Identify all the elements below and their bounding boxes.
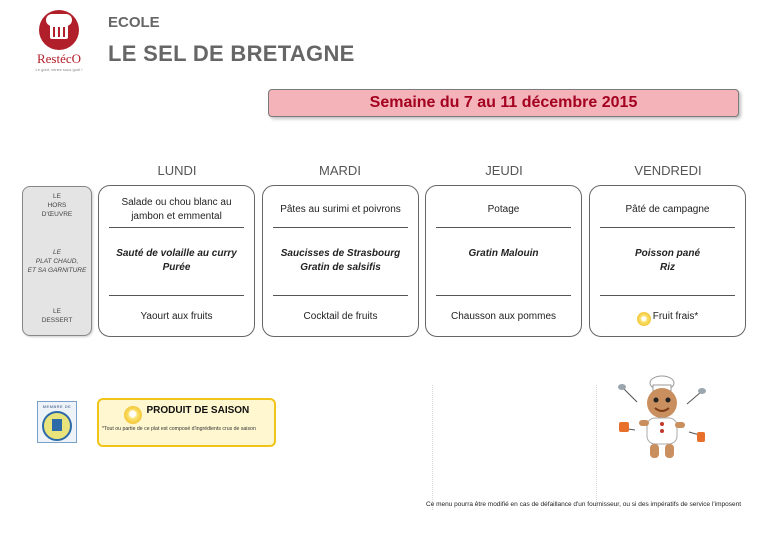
school-label: ECOLE <box>108 14 160 31</box>
page-title: LE SEL DE BRETAGNE <box>108 41 355 66</box>
day-column-mardi <box>262 185 419 337</box>
chef-hat-icon <box>39 10 79 50</box>
dessert-dish: Yaourt aux fruits <box>140 311 213 322</box>
category-dessert: LE DESSERT <box>41 308 73 324</box>
category-column <box>22 186 92 336</box>
category-starter: LE HORS D'ŒUVRE <box>41 193 73 218</box>
dessert-dish: Cocktail de fruits <box>303 311 378 322</box>
logo-tagline: Le goût, venez sous goût ! <box>35 67 83 72</box>
week-banner: Semaine du 7 au 11 décembre 2015 <box>268 89 739 117</box>
dessert-dish: ✹ Fruit frais* <box>596 310 739 326</box>
divider <box>600 295 735 296</box>
day-column-vendredi <box>589 185 746 337</box>
day-header-lundi: LUNDI <box>157 163 197 178</box>
chef-mascot-icon <box>617 374 707 466</box>
day-header-jeudi: JEUDI <box>485 163 523 178</box>
divider <box>109 227 244 228</box>
main-dish: Poisson pané Riz <box>634 248 700 273</box>
seal-icon <box>42 411 72 441</box>
seasonal-legend <box>97 398 276 447</box>
divider <box>109 295 244 296</box>
disclaimer: Ce menu pourra être modifié en cas de défaillance d'un fournisseur, ou si des impératifs de service l'imposent <box>426 501 742 508</box>
day-column-jeudi <box>425 185 582 337</box>
restaurant-logo <box>30 10 88 72</box>
member-badge: MEMBRE DE <box>37 401 77 443</box>
main-dish: Sauté de volaille au curry Purée <box>116 248 237 273</box>
day-column-lundi <box>98 185 255 337</box>
seasonal-title: ✹ PRODUIT DE SAISON <box>99 405 274 424</box>
divider <box>273 227 408 228</box>
main-dish: Gratin Malouin <box>468 248 539 259</box>
divider <box>436 295 571 296</box>
starter-dish: Pâtes au surimi et poivrons <box>280 204 401 215</box>
starter-dish: Salade ou chou blanc au jambon et emmental <box>121 197 232 222</box>
divider <box>596 385 597 510</box>
main-dish: Saucisses de Strasbourg Gratin de salsifis <box>280 248 401 273</box>
dessert-dish: Chausson aux pommes <box>450 311 557 322</box>
starter-dish: Pâté de campagne <box>625 204 710 215</box>
logo-name: RestécO <box>36 51 82 66</box>
seasonal-note: *Tout ou partie de ce plat est composé d'ingrédients crus de saison <box>102 426 256 432</box>
divider <box>273 295 408 296</box>
day-header-mardi: MARDI <box>319 163 361 178</box>
sun-icon: ✹ <box>637 312 651 326</box>
sun-icon: ✹ <box>124 406 142 424</box>
divider <box>432 385 433 510</box>
divider <box>600 227 735 228</box>
day-header-vendredi: VENDREDI <box>634 163 702 178</box>
starter-dish: Potage <box>487 204 520 215</box>
category-main: LE PLAT CHAUD, ET SA GARNITURE <box>27 249 87 274</box>
divider <box>436 227 571 228</box>
